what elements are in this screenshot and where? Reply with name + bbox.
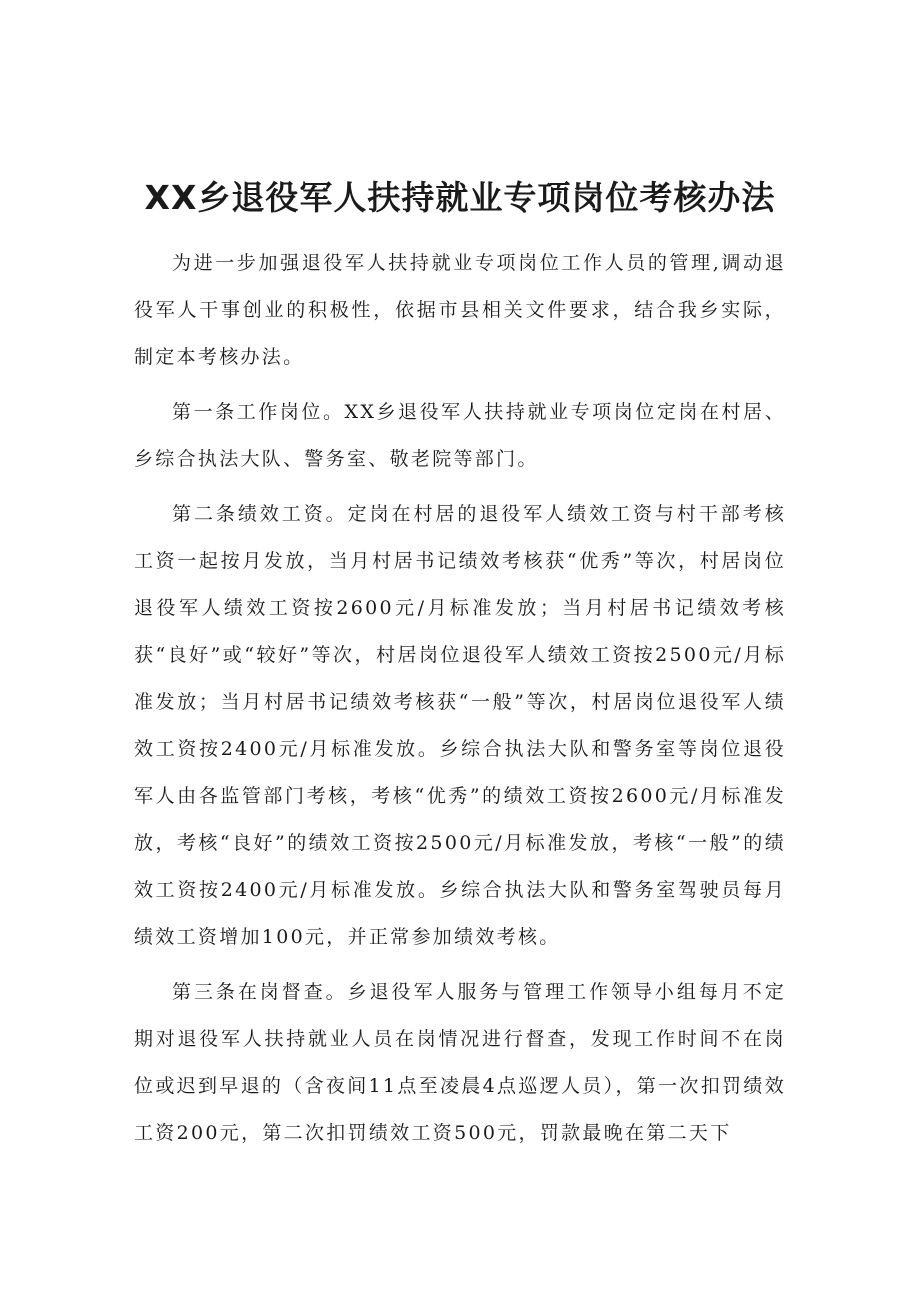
paragraph-article-3: 第三条在岗督查。乡退役军人服务与管理工作领导小组每月不定期对退役军人扶持就业人员在岗情况进行督查，发现工作时间不在岗位或迟到早退的（含夜间11点至凌晨4点巡逻人员），第一次扣罚绩效工资200元，第二次扣罚绩效工资500元，罚款最晚在第二天下 xyxy=(134,981,786,1144)
paragraph-intro: 为进一步加强退役军人扶持就业专项岗位工作人员的管理,调动退役军人干事创业的积极性，依据市县相关文件要求，结合我乡实际，制定本考核办法。 xyxy=(134,252,786,368)
document-title: XX乡退役军人扶持就业专项岗位考核办法 xyxy=(144,178,776,217)
paragraph-article-1: 第一条工作岗位。XX乡退役军人扶持就业专项岗位定岗在村居、乡综合执法大队、警务室、敬老院等部门。 xyxy=(134,401,786,470)
document-body xyxy=(134,240,786,1165)
paragraph-article-2: 第二条绩效工资。定岗在村居的退役军人绩效工资与村干部考核工资一起按月发放，当月村居书记绩效考核获“优秀”等次，村居岗位退役军人绩效工资按2600元/月标准发放；当月村居书记绩效考核获“良好”或“较好”等次，村居岗位退役军人绩效工资按2500元/月标准发放；当月村居书记绩效考核获“一般”等次，村居岗位退役军人绩效工资按2400元/月标准发放。乡综合执法大队和警务室等岗位退役军人由各监管部门考核，考核“优秀”的绩效工资按2600元/月标准发放，考核“良好”的绩效工资按2500元/月标准发放，考核“一般”的绩效工资按2400元/月标准发放。乡综合执法大队和警务室驾驶员每月绩效工资增加100元，并正常参加绩效考核。 xyxy=(134,503,786,948)
